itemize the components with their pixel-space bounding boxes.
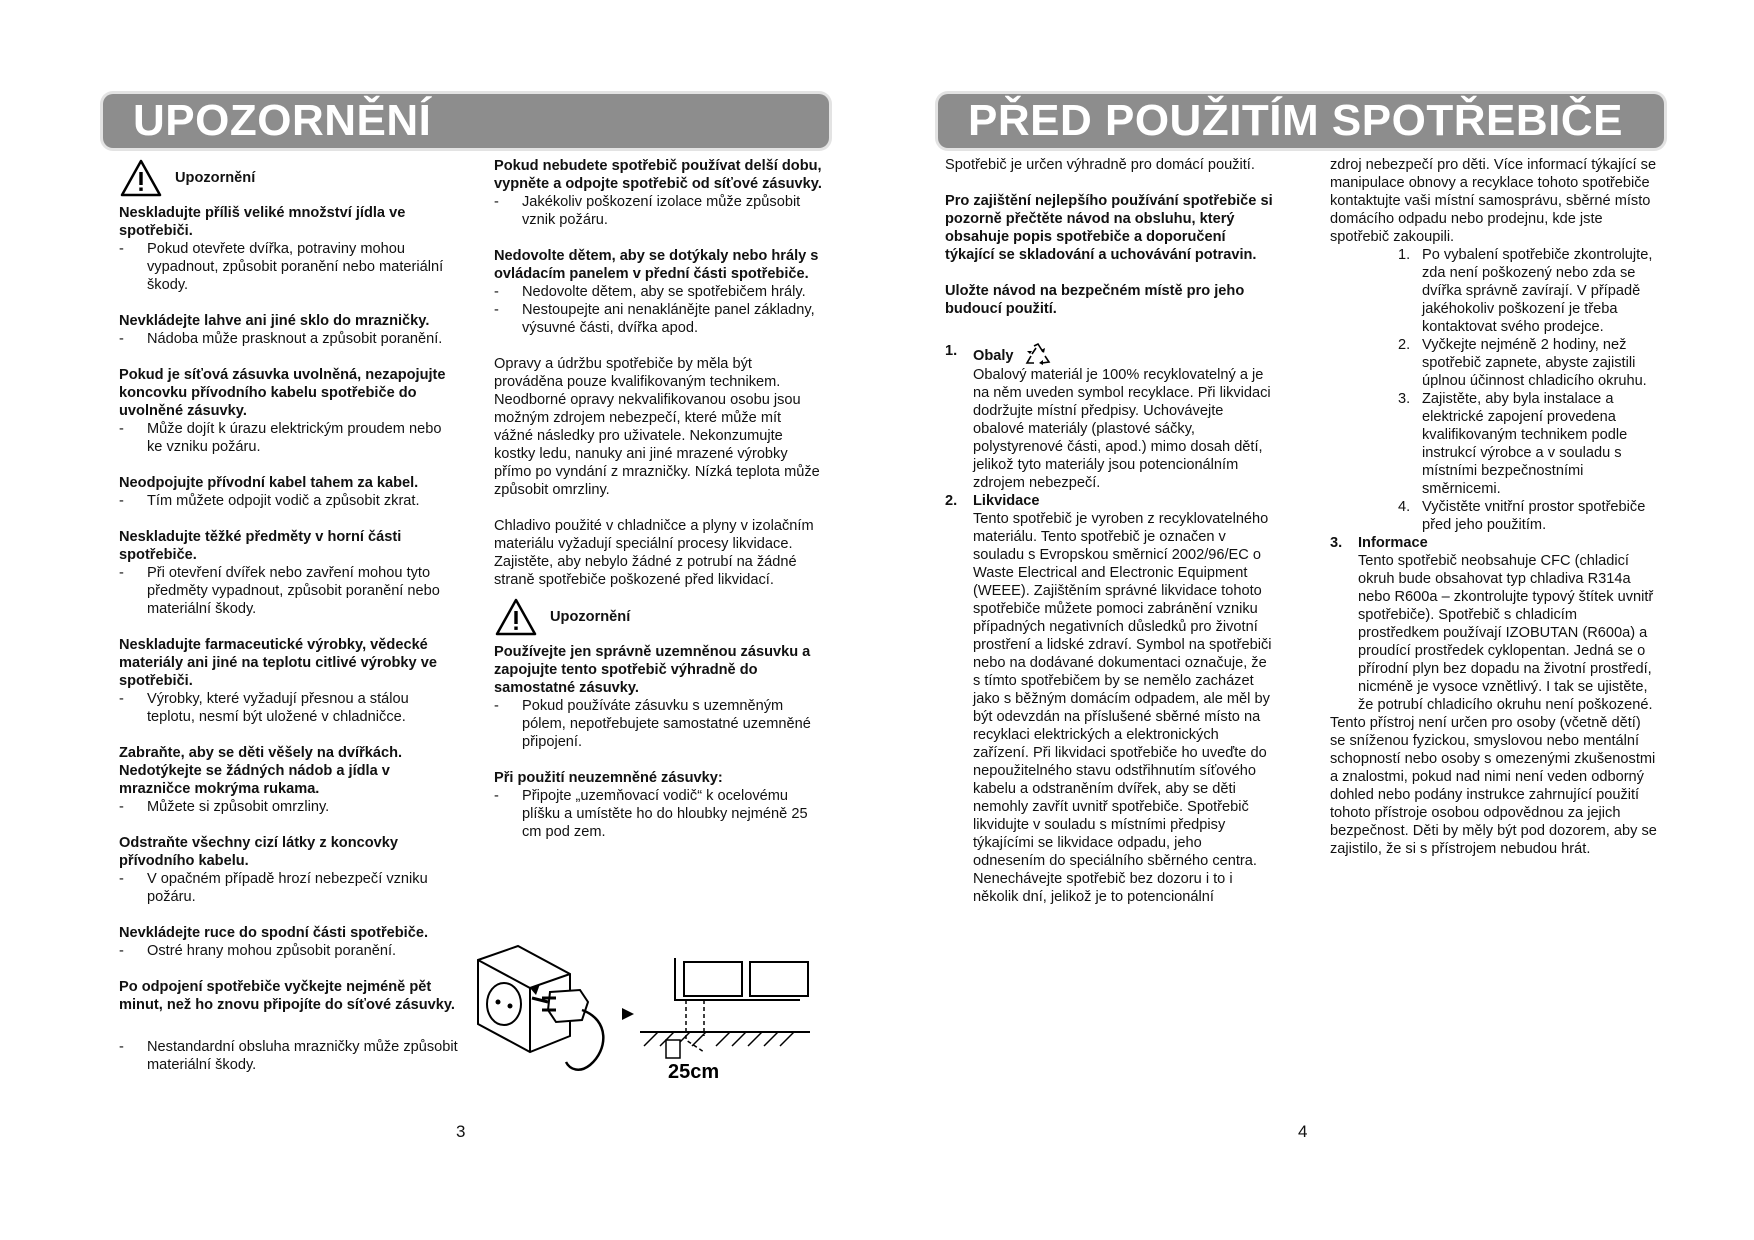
appliance-base-diagram <box>640 958 810 1058</box>
warning-header: Upozornění <box>119 158 459 198</box>
warning-detail: - Ostré hrany mohou způsobit poranění. <box>119 942 459 960</box>
warning-heading: Zabraňte, aby se děti věšely na dvířkách. Nedotýkejte se žádných nádob a jídla v mrazničce mokrýma rukama. <box>119 745 403 797</box>
left-column-2 <box>494 157 822 841</box>
depth-label: 25cm <box>668 1061 720 1083</box>
warning-detail: - Jakékoliv poškození izolace může způsobit vznik požáru. <box>494 193 822 229</box>
warning-detail: - Tím můžete odpojit vodič a způsobit zkrat. <box>119 492 459 510</box>
warning-heading: Při použití neuzemněné zásuvky: <box>494 770 723 786</box>
warning-heading: Pokud je síťová zásuvka uvolněná, nezapojujte koncovku přívodního kabelu spotřebiče do uvolněné zásuvky. <box>119 367 446 419</box>
warning-detail: - Při otevření dvířek nebo zavření mohou tyto předměty vypadnout, způsobit poranění nebo materiální škody. <box>119 564 459 618</box>
warning-heading: Pokud nebudete spotřebič používat delší dobu, vypněte a odpojte spotřebič od síťové zásuvky. <box>494 158 822 192</box>
instruction-bold: Uložte návod na bezpečném místě pro jeho budoucí použití. <box>945 283 1245 317</box>
list-item: 2. Vyčkejte nejméně 2 hodiny, než spotřebič zapnete, abyste zajistili úplnou účinnost chladicího okruhu. <box>1398 337 1647 389</box>
section-heading-packaging: 1. Obaly <box>945 342 1275 366</box>
warning-heading: Neskladujte těžké předměty v horní části spotřebiče. <box>119 529 402 563</box>
warning-heading: Nevkládejte ruce do spodní části spotřebiče. <box>119 925 428 941</box>
section-heading-information: 3. Informace <box>1330 535 1428 551</box>
section-text: Tento přístroj není určen pro osoby (včetně dětí) se sníženou fyzickou, smyslovou nebo mentální schopností nebo osoby s omezenými zkušenostmi a znalostmi, pokud nad nimi není veden odborný dohled nebo podány instrukce zahrnující použití tohoto přístroje osobou odpovědnou za jejich bezpečnost. Děti by měly být pod dozorem, aby se zajistilo, že si s přístrojem nebudou hrát. <box>1330 715 1657 857</box>
warning-detail: - Nádoba může prasknout a způsobit poranění. <box>119 330 459 348</box>
intro-text: Spotřebič je určen výhradně pro domácí použití. <box>945 157 1255 173</box>
warning-detail: - Nestoupejte ani nenaklánějte panel základny, výsuvné části, dvířka apod. <box>494 301 822 337</box>
page-number-right: 4 <box>1298 1122 1308 1141</box>
warning-heading: Po odpojení spotřebiče vyčkejte nejméně pět minut, než ho znovu připojíte do síťové zásuvky. <box>119 979 455 1013</box>
grounding-illustration <box>470 940 820 1085</box>
warning-detail: - Nedovolte dětem, aby se spotřebičem hrály. <box>494 283 822 301</box>
warning-heading: Nevkládejte lahve ani jiné sklo do mrazničky. <box>119 313 430 329</box>
page-title: PŘED POUŽITÍM SPOTŘEBIČE <box>968 96 1623 145</box>
right-column-2 <box>1330 156 1660 858</box>
paragraph: Chladivo použité v chladničce a plyny v izolačním materiálu vyžadují speciální procesy likvidace. Zajistěte, aby nebylo žádné z potrubí na žádné straně spotřebiče poškozené před likvidací. <box>494 518 814 588</box>
section-heading-disposal: 2. Likvidace <box>945 493 1040 509</box>
warning-detail: - Může dojít k úrazu elektrickým proudem nebo ke vzniku požáru. <box>119 420 459 456</box>
warning-triangle-icon <box>119 158 163 198</box>
warning-detail: - Připojte „uzemňovací vodič“ k ocelovému plíšku a umístěte ho do hloubky nejméně 25 cm pod zem. <box>494 787 822 841</box>
warning-heading: Používejte jen správně uzemněnou zásuvku a zapojujte tento spotřebič výhradně do samostatné zásuvky. <box>494 644 811 696</box>
warning-detail: - Nestandardní obsluha mrazničky může způsobit materiální škody. <box>119 1038 459 1074</box>
paragraph: Opravy a údržbu spotřebiče by měla být prováděna pouze kvalifikovaným technikem. Neodborné opravy nekvalifikovanou osobu jsou možným zdrojem nebezpečí, které může mít vážné následky pro uživatele. Nekonzumujte kostky ledu, nanuky ani jiné mrazené výrobky přímo po vyndání z mrazničky. Nízká teplota může způsobit omrzliny. <box>494 356 820 498</box>
list-item: 4. Vyčistěte vnitřní prostor spotřebiče před jeho použitím. <box>1398 499 1646 533</box>
title-banner-right <box>938 94 1664 148</box>
warning-heading: Neodpojujte přívodní kabel tahem za kabel. <box>119 475 419 491</box>
list-item: 1. Po vybalení spotřebiče zkontrolujte, zda není poškozený nebo zda se dvířka správně zavírají. V případě jakéhokoliv poškození je třeba kontaktovat svého prodejce. <box>1398 247 1653 335</box>
warning-detail: - Výrobky, které vyžadují přesnou a stálou teplotu, nesmí být uložené v chladničce. <box>119 690 459 726</box>
list-item: 3. Zajistěte, aby byla instalace a elektrické zapojení provedena kvalifikovaným technikem podle instrukcí výrobce a v souladu s místními bezpečnostními směrnicemi. <box>1398 391 1628 497</box>
instruction-bold: Pro zajištění nejlepšího používání spotřebiče si pozorně přečtěte návod na obsluhu, který obsahuje popis spotřebiče a doporučení týkající se skladování a uchovávání potravin. <box>945 193 1273 263</box>
warning-detail: - Pokud otevřete dvířka, potraviny mohou vypadnout, způsobit poranění nebo materiální škody. <box>119 240 459 294</box>
warning-heading: Neskladujte příliš veliké množství jídla ve spotřebiči. <box>119 205 406 239</box>
warning-detail: - V opačném případě hrozí nebezpečí vzniku požáru. <box>119 870 459 906</box>
warning-detail: - Pokud používáte zásuvku s uzemněným pólem, nepotřebujete samostatné uzemněné připojení. <box>494 697 822 751</box>
left-column-1 <box>119 158 459 1074</box>
right-column-1 <box>945 156 1275 906</box>
warning-heading: Odstraňte všechny cizí látky z koncovky přívodního kabelu. <box>119 835 399 869</box>
section-text: Tento spotřebič je vyroben z recyklovatelného materiálu. Tento spotřebič je označen v souladu s Evropskou směrnicí 2002/96/EC o Waste Electrical and Electronic Equipment (WEEE). Zajištěním správné likvidace tohoto spotřebiče můžete pomoci zabránění vzniku případných negativních důsledků pro životní prostření a lidské zdraví. Symbol na spotřebiči nebo na dodávané dokumentaci označuje, že s tímto spotřebičem by se nemělo zacházet jako s běžným domácím odpadem, ale měl by být odevzdán na příslušené sběrné místo na recyklaci elektrických a elektronických zařízení. Při likvidaci spotřebiče ho uveďte do nepoužitelného stavu odstřihnutím síťového kabelu a odstraněním dvířek, aby se děti nemohly zavřít uvnitř spotřebiče. Spotřebič likvidujte v souladu s místními předpisy týkajícími se likvidace odpadu, jeho odnesením do speciálního sběrného centra. Nenechávejte spotřebič bez dozoru i to i několik dní, jelikož je to potencionální <box>973 511 1272 905</box>
warning-detail: - Můžete si způsobit omrzliny. <box>119 798 459 816</box>
arrow-icon <box>622 1008 634 1020</box>
recycle-icon <box>1024 342 1052 366</box>
page-title: UPOZORNĚNÍ <box>133 96 432 145</box>
section-text: Obalový materiál je 100% recyklovatelný a je na něm uveden symbol recyklace. Při likvidaci dodržujte místní předpisy. Uchovávejte obalové materiály (plastové sáčky, polystyrenové části, apod.) mimo dosah dětí, jelikož tyto materiály jsou potencionálním zdrojem nebezpečí. <box>973 367 1271 491</box>
section-text: zdroj nebezpečí pro děti. Více informací týkající se manipulace obnovy a recyklace tohoto spotřebiče kontaktujte vaši místní samosprávu, sběrné místo domácího odpadu nebo prodejnu, kde jste spotřebič zakoupili. <box>1330 157 1657 245</box>
warning-heading: Nedovolte dětem, aby se dotýkaly nebo hrály s ovládacím panelem v přední části spotřebiče. <box>494 248 819 282</box>
section-text: Tento spotřebič neobsahuje CFC (chladicí okruh bude obsahovat typ chladiva R314a nebo R600a – zkontrolujte typový štítek uvnitř spotřebiče). Spotřebič s chladicím prostředkem používají IZOBUTAN (R600a) a proudící prostředek cyklopentan. Jedná se o přírodní plyn bez dopadu na životní prostředí, nicméně je vysoce vznětlivý. I tak se ujistěte, že potrubí chladicího okruhu není poškozené. <box>1358 553 1654 713</box>
warning-header: Upozornění <box>494 597 822 637</box>
warning-triangle-icon <box>494 597 538 637</box>
title-banner-left <box>103 94 829 148</box>
page-number-left: 3 <box>456 1122 466 1141</box>
warning-heading: Neskladujte farmaceutické výrobky, vědecké materiály ani jiné na teplotu citlivé výrobky ve spotřebiči. <box>119 637 437 689</box>
